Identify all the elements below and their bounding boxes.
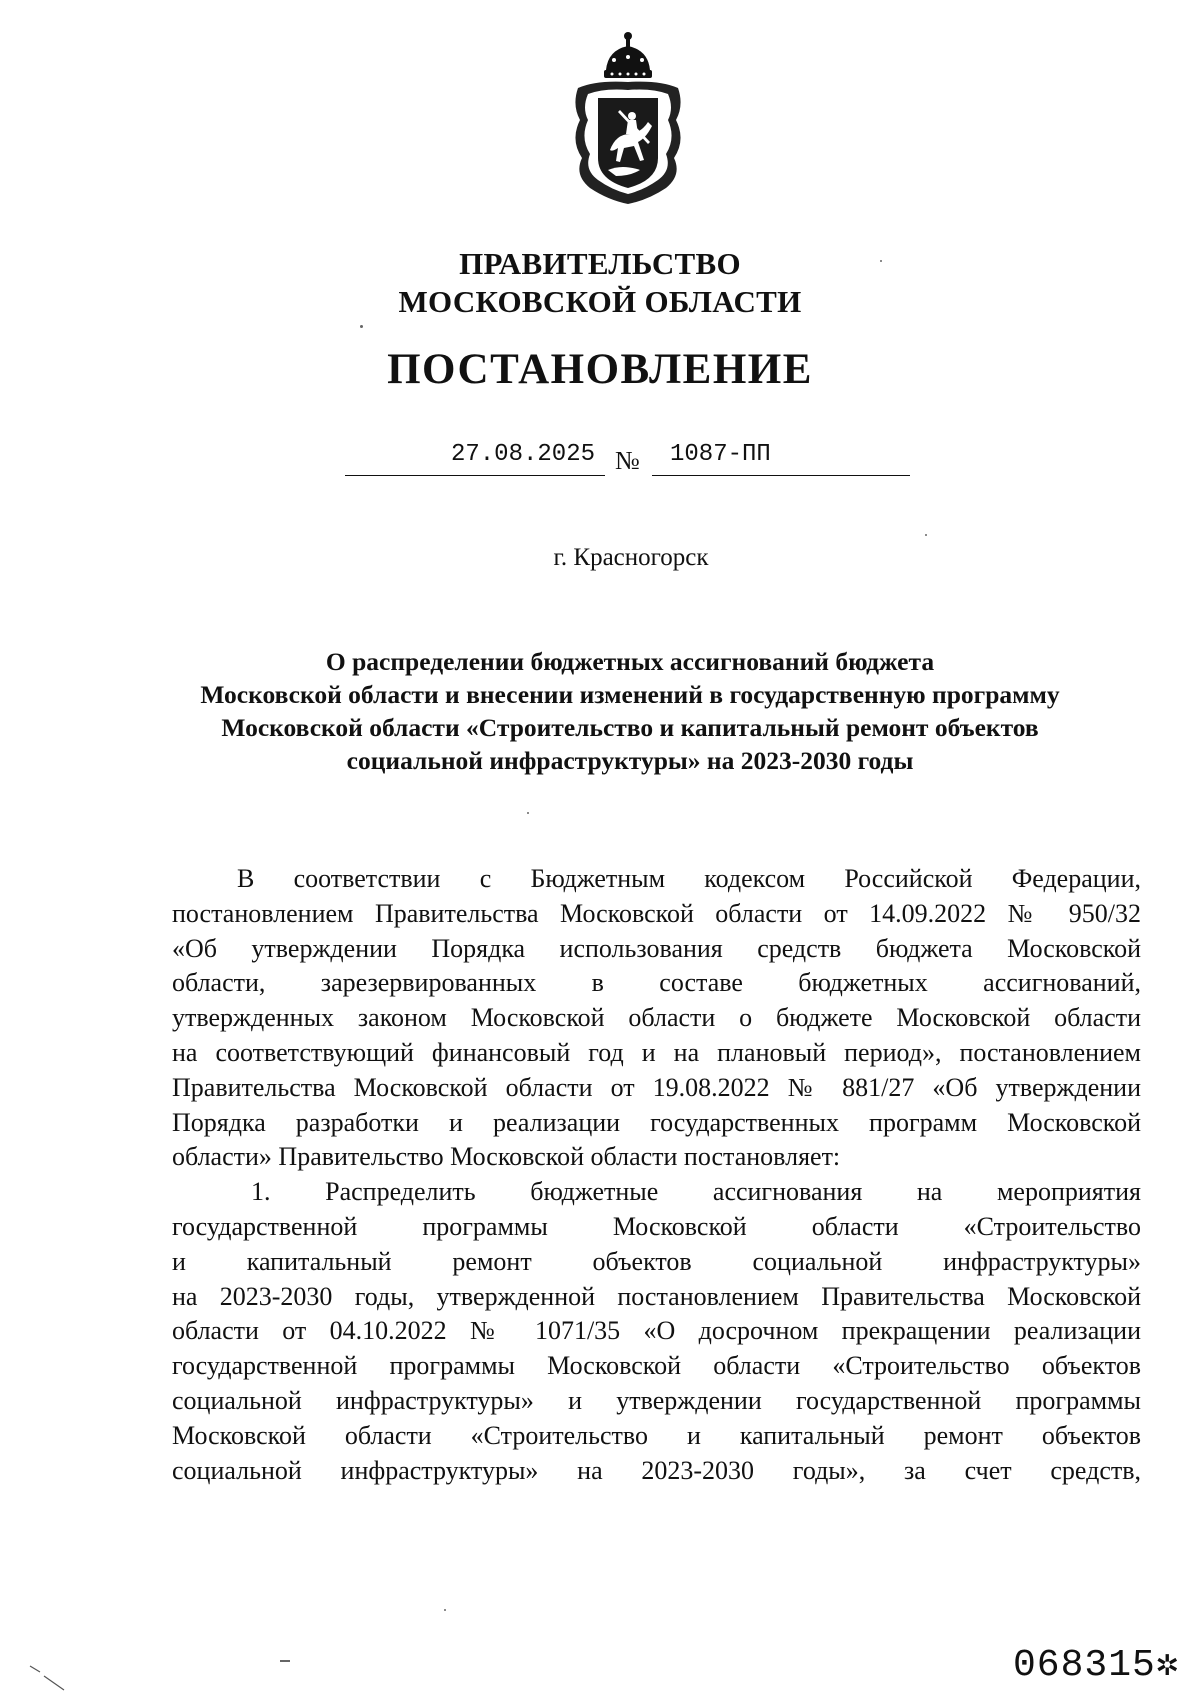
document-type-title: ПОСТАНОВЛЕНИЕ	[387, 346, 813, 393]
government-name-line2: МОСКОВСКОЙ ОБЛАСТИ	[398, 284, 802, 319]
body-line: области» Правительство Московской области постановляет:	[172, 1142, 841, 1172]
scan-speck	[360, 325, 363, 328]
subject-line: Московской области «Строительство и капитальный ремонт объектов	[221, 713, 1039, 742]
document-number: 1087-ПП	[652, 440, 910, 476]
document-body	[172, 862, 1141, 1488]
scan-speck	[880, 260, 882, 262]
scan-speck	[444, 1609, 446, 1611]
body-line: «Об утверждении Порядка использования средств бюджета Московской	[172, 933, 1141, 963]
scan-speck	[280, 1660, 290, 1662]
government-name-line1: ПРАВИТЕЛЬСТВО	[459, 246, 741, 281]
body-line: В соответствии с Бюджетным кодексом Российской Федерации,	[237, 864, 1141, 893]
number-sign: №	[615, 446, 640, 475]
scan-speck	[527, 812, 529, 814]
body-line: утвержденных законом Московской области о бюджете Московской области	[172, 1003, 1141, 1033]
body-line: на соответствующий финансовый год и на плановый период», постановлением	[172, 1037, 1141, 1067]
body-line: Правительства Московской области от 19.08.2022 № 881/27 «Об утверждении	[172, 1072, 1141, 1102]
subject-line: О распределении бюджетных ассигнований бюджета	[325, 647, 935, 676]
body-line: постановлением Правительства Московской области от 14.09.2022 № 950/32	[172, 898, 1141, 928]
body-line: и капитальный ремонт объектов социальной инфраструктуры»	[172, 1246, 1141, 1276]
body-line: государственной программы Московской области «Строительство	[172, 1211, 1141, 1241]
document-date: 27.08.2025	[345, 440, 605, 476]
body-line: на 2023-2030 годы, утвержденной постановлением Правительства Московской	[172, 1281, 1141, 1311]
body-line: Московской области «Строительство и капитальный ремонт объектов	[172, 1420, 1141, 1450]
body-line: области от 04.10.2022 № 1071/35 «О досрочном прекращении реализации	[172, 1316, 1141, 1346]
body-line: государственной программы Московской области «Строительство объектов	[172, 1351, 1141, 1381]
city-of-issue: г. Красногорск	[553, 544, 709, 571]
scan-speck	[925, 534, 927, 536]
body-line: социальной инфраструктуры» на 2023-2030 годы», за счет средств,	[172, 1455, 1141, 1485]
body-line: Порядка разработки и реализации государственных программ Московской	[172, 1107, 1141, 1137]
serial-number	[1013, 1640, 1180, 1687]
body-line: социальной инфраструктуры» и утверждении государственной программы	[172, 1385, 1141, 1415]
document-subject	[130, 645, 1130, 777]
moscow-oblast-coat-of-arms-icon	[568, 30, 688, 205]
body-line: 1. Распределить бюджетные ассигнования на мероприятия	[251, 1177, 1141, 1207]
body-line: области, зарезервированных в составе бюджетных ассигнований,	[172, 968, 1141, 998]
serial-mark: ✲	[1155, 1644, 1180, 1687]
serial-digits: 068315	[1013, 1644, 1156, 1687]
subject-line: Московской области и внесении изменений в государственную программу	[200, 680, 1060, 709]
subject-line: социальной инфраструктуры» на 2023-2030 годы	[346, 746, 914, 775]
scan-mark	[28, 1662, 68, 1692]
